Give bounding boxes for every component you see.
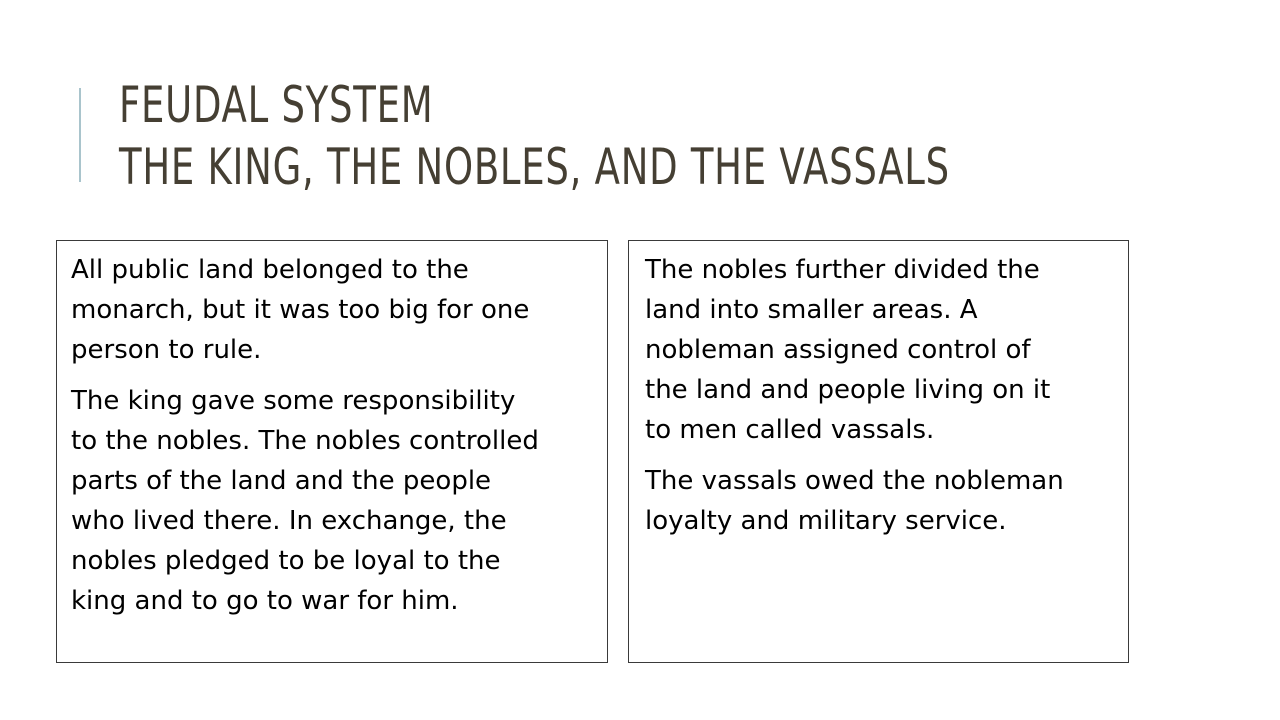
text-line: monarch, but it was too big for one — [71, 295, 530, 325]
text-line: the land and people living on it — [645, 375, 1051, 405]
right-paragraph-1 — [645, 250, 1128, 450]
text-line: person to rule. — [71, 335, 262, 365]
text-line: parts of the land and the people — [71, 466, 492, 496]
right-paragraph-2 — [645, 461, 1128, 541]
slide-title — [119, 74, 950, 198]
left-paragraph-2 — [71, 381, 607, 621]
text-line: The vassals owed the nobleman — [645, 466, 1064, 496]
text-line: nobles pledged to be loyal to the — [71, 546, 501, 576]
text-line: who lived there. In exchange, the — [71, 506, 507, 536]
text-line: land into smaller areas. A — [645, 295, 978, 325]
text-line: The nobles further divided the — [645, 255, 1040, 285]
text-line: king and to go to war for him. — [71, 586, 459, 616]
left-paragraph-1 — [71, 250, 607, 370]
text-line: to the nobles. The nobles controlled — [71, 426, 539, 456]
title-accent-line — [79, 88, 81, 182]
title-line-2: THE KING, THE NOBLES, AND THE VASSALS — [119, 138, 950, 196]
text-line: The king gave some responsibility — [71, 386, 516, 416]
title-line-1: FEUDAL SYSTEM — [119, 76, 434, 134]
left-text-box — [56, 240, 608, 663]
text-line: nobleman assigned control of — [645, 335, 1031, 365]
right-text-box — [628, 240, 1129, 663]
text-line: to men called vassals. — [645, 415, 935, 445]
text-line: loyalty and military service. — [645, 506, 1007, 536]
text-line: All public land belonged to the — [71, 255, 469, 285]
